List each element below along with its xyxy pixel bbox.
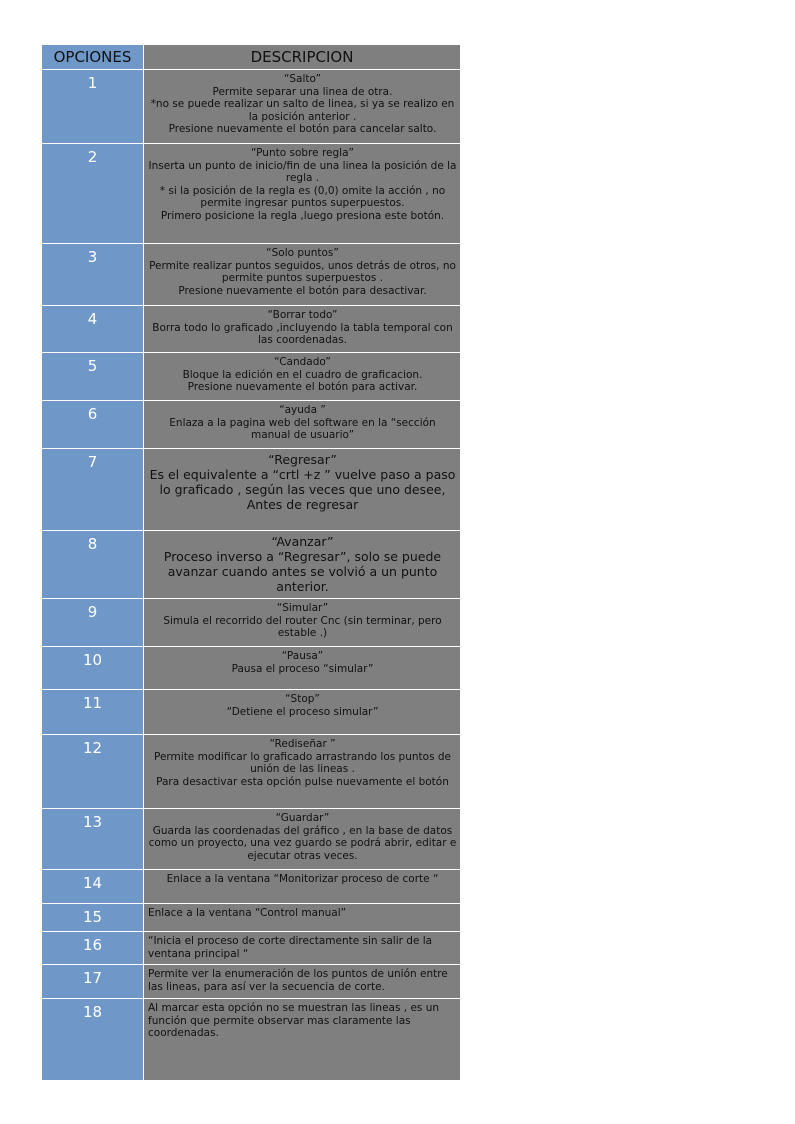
option-number: 2	[42, 144, 144, 244]
option-number: 3	[42, 244, 144, 306]
description-line: * si la posición de la regla es (0,0) omite la acción , no permite ingresar puntos superpuestos.	[159, 184, 446, 209]
description-line: Permite ver la enumeración de los puntos de unión entre las lineas, para así ver la secuencia de corte.	[148, 968, 448, 993]
table-row	[42, 449, 461, 531]
table-row	[42, 965, 461, 999]
option-number: 18	[42, 999, 144, 1081]
description-line: “Regresar”	[268, 452, 337, 467]
option-number: 12	[42, 735, 144, 809]
description-line: “Borrar todo”	[267, 309, 338, 321]
option-number: 17	[42, 965, 144, 999]
description-line: “Salto”	[283, 73, 322, 85]
description-line: “Punto sobre regla”	[251, 147, 354, 159]
description-line: Enlace a la ventana “Control manual”	[148, 907, 347, 919]
option-description	[144, 70, 461, 144]
description-line: Bloque la edición en el cuadro de graficacion.	[182, 368, 423, 381]
option-description	[144, 809, 461, 870]
description-line: “Inicia el proceso de corte directamente sin salir de la ventana principal “	[148, 935, 433, 960]
table-row	[42, 932, 461, 965]
description-line: Guarda las coordenadas del gráfico , en la base de datos como un proyecto, una vez guardo se podrá abrir, editar e ejecutar otras veces.	[148, 824, 457, 862]
description-line: “Rediseñar ”	[269, 738, 336, 750]
option-number: 16	[42, 932, 144, 965]
option-description	[144, 932, 461, 965]
options-table	[41, 44, 461, 1081]
description-line: Permite modificar lo graficado arrastrando los puntos de unión de las lineas .	[154, 750, 451, 775]
option-number: 13	[42, 809, 144, 870]
description-line: Para desactivar esta opción pulse nuevamente el botón	[156, 775, 449, 788]
table-row	[42, 870, 461, 904]
table-row	[42, 809, 461, 870]
table-row	[42, 690, 461, 735]
table-row	[42, 401, 461, 449]
table-row	[42, 144, 461, 244]
description-line: “Pausa”	[281, 650, 324, 662]
description-line: Al marcar esta opción no se muestran las lineas , es un función que permite observar mas claramente las coordenadas.	[148, 1002, 440, 1039]
description-line: Presione nuevamente el botón para desactivar.	[178, 284, 427, 297]
description-line: “Simular”	[276, 602, 329, 614]
description-line: Permite realizar puntos seguidos, unos detrás de otros, no permite puntos superpuestos .	[149, 259, 456, 284]
description-line: Primero posicione la regla ,luego presiona este botón.	[160, 209, 445, 222]
option-number: 6	[42, 401, 144, 449]
description-line: “Solo puntos”	[266, 247, 339, 259]
option-description	[144, 870, 461, 904]
table-row	[42, 353, 461, 401]
table-row	[42, 70, 461, 144]
option-description	[144, 735, 461, 809]
description-line: “ayuda ”	[279, 404, 326, 416]
option-description	[144, 449, 461, 531]
header-opciones: OPCIONES	[42, 45, 144, 70]
option-description	[144, 690, 461, 735]
description-line: Pausa el proceso “simular”	[231, 662, 374, 675]
description-line: Inserta un punto de inicio/fin de una linea la posición de la regla .	[148, 159, 457, 184]
option-number: 5	[42, 353, 144, 401]
option-description	[144, 306, 461, 353]
table-row	[42, 999, 461, 1081]
description-line: Enlace a la ventana “Monitorizar proceso de corte “	[166, 873, 439, 885]
option-number: 7	[42, 449, 144, 531]
option-number: 15	[42, 904, 144, 932]
description-line: “Detiene el proceso simular”	[226, 705, 379, 718]
option-number: 1	[42, 70, 144, 144]
header-descripcion: DESCRIPCION	[144, 45, 461, 70]
description-line: *no se puede realizar un salto de linea, si ya se realizo en la posición anterior .	[150, 98, 455, 123]
option-description	[144, 531, 461, 599]
option-number: 11	[42, 690, 144, 735]
description-line: Es el equivalente a “crtl +z ” vuelve paso a paso lo graficado , según las veces que uno desee, Antes de regresar	[149, 467, 456, 512]
header-row	[42, 45, 461, 70]
description-line: Presione nuevamente el botón para activar.	[187, 381, 418, 393]
description-line: Enlaza a la pagina web del software en la “sección manual de usuario”	[169, 416, 436, 441]
option-number: 9	[42, 599, 144, 647]
description-line: Borra todo lo graficado ,incluyendo la tabla temporal con las coordenadas.	[152, 321, 453, 346]
description-line: “Guardar”	[275, 812, 330, 824]
option-description	[144, 401, 461, 449]
table-row	[42, 647, 461, 690]
option-number: 8	[42, 531, 144, 599]
table-row	[42, 599, 461, 647]
table-row	[42, 904, 461, 932]
option-description	[144, 599, 461, 647]
description-line: Permite separar una linea de otra.	[212, 85, 393, 98]
description-line: Presione nuevamente el botón para cancelar salto.	[168, 123, 437, 135]
option-description	[144, 904, 461, 932]
description-line: “Stop”	[285, 693, 320, 705]
option-description	[144, 965, 461, 999]
description-line: “Candado”	[274, 356, 331, 368]
table-row	[42, 735, 461, 809]
table-row	[42, 531, 461, 599]
table-row	[42, 306, 461, 353]
option-description	[144, 244, 461, 306]
description-line: Proceso inverso a “Regresar”, solo se puede avanzar cuando antes se volvió a un punto anterior.	[163, 549, 442, 594]
option-description	[144, 144, 461, 244]
option-number: 4	[42, 306, 144, 353]
description-line: Simula el recorrido del router Cnc (sin terminar, pero estable .)	[163, 614, 442, 639]
table-row	[42, 244, 461, 306]
description-line: “Avanzar”	[271, 534, 334, 549]
option-description	[144, 999, 461, 1081]
option-number: 10	[42, 647, 144, 690]
option-number: 14	[42, 870, 144, 904]
option-description	[144, 353, 461, 401]
option-description	[144, 647, 461, 690]
